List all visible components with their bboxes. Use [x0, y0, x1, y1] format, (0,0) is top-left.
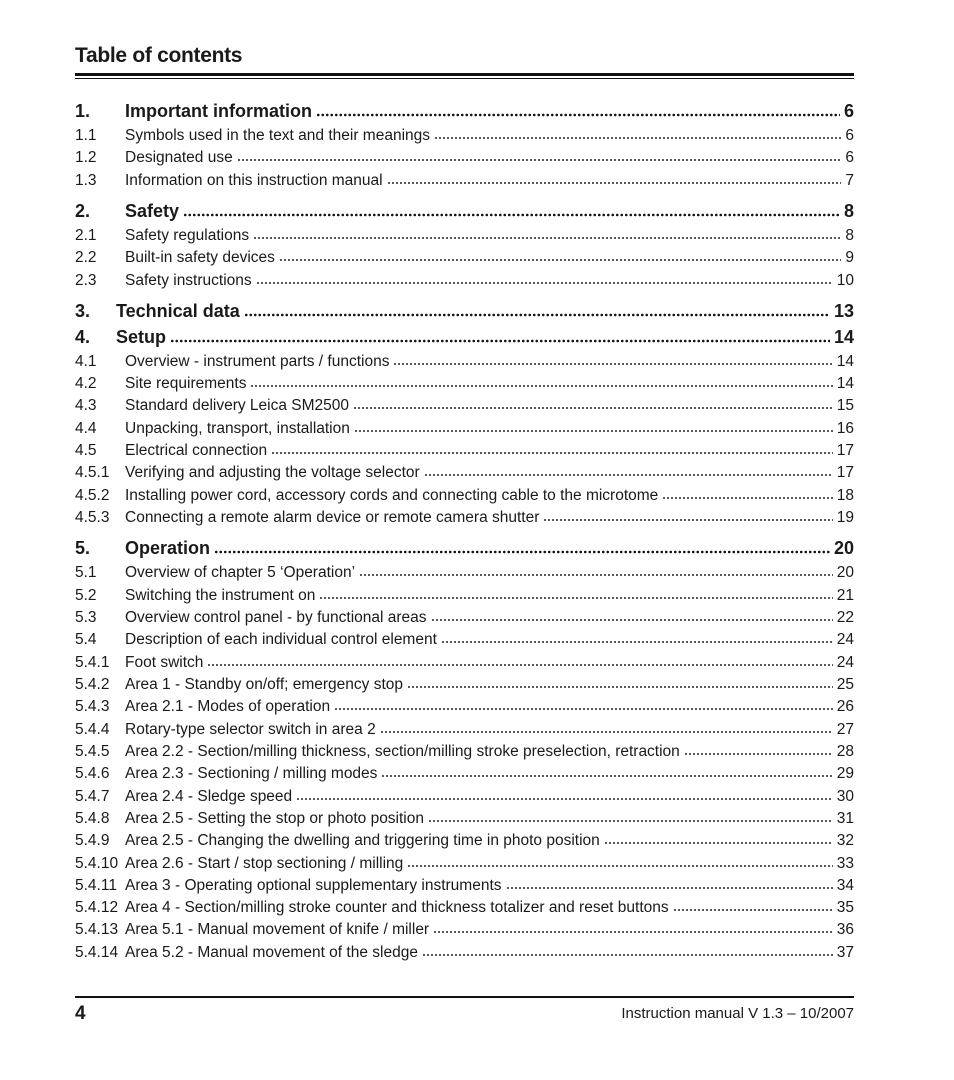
toc-entry-title: Foot switch [125, 653, 204, 671]
toc-entry-number: 4.4 [75, 419, 97, 437]
toc-dot-leader [422, 941, 833, 957]
toc-entry[interactable] [75, 718, 854, 738]
toc-entry-number: 5.4.6 [75, 764, 110, 782]
toc-entry-title: Safety [125, 201, 180, 221]
toc-dot-leader [319, 584, 832, 600]
toc-entry-number: 5.4.12 [75, 898, 119, 916]
toc-entry-number: 5. [75, 538, 91, 558]
toc-entry-number: 4.5 [75, 441, 97, 459]
toc-entry-page: 24 [836, 653, 854, 671]
toc-entry-page: 36 [836, 920, 854, 938]
toc-entry-title: Setup [116, 327, 167, 347]
toc-entry-page: 35 [836, 898, 854, 916]
toc-entry-page: 6 [845, 148, 854, 166]
toc-dot-leader [279, 246, 841, 262]
toc-dot-leader [271, 439, 833, 455]
toc-entry-page: 25 [836, 675, 854, 693]
toc-entry[interactable] [75, 584, 854, 604]
toc-entry-title: Area 2.3 - Sectioning / milling modes [125, 764, 378, 782]
toc-entry-page: 17 [836, 441, 854, 459]
toc-entry-title: Area 5.1 - Manual movement of knife / miller [125, 920, 430, 938]
toc-entry-page: 32 [836, 831, 854, 849]
toc-dot-leader [684, 740, 833, 756]
toc-entry[interactable] [75, 224, 854, 244]
toc-entry[interactable] [75, 673, 854, 693]
toc-entry-title: Operation [125, 538, 211, 558]
toc-entry-page: 14 [836, 352, 854, 370]
toc-entry[interactable] [75, 394, 854, 414]
toc-chapter-entry[interactable] [75, 536, 854, 558]
toc-entry-page: 6 [843, 101, 854, 121]
toc-dot-leader [433, 918, 833, 934]
toc-entry-title: Description of each individual control element [125, 630, 437, 648]
toc-entry-title: Area 2.5 - Changing the dwelling and triggering time in photo position [125, 831, 600, 849]
toc-entry[interactable] [75, 762, 854, 782]
toc-entry[interactable] [75, 606, 854, 626]
toc-entry-number: 4.5.1 [75, 463, 110, 481]
table-of-contents [75, 0, 854, 1000]
toc-entry-page: 29 [836, 764, 854, 782]
toc-dot-leader [253, 224, 841, 240]
toc-entry-page: 20 [833, 538, 854, 558]
toc-entry[interactable] [75, 246, 854, 266]
toc-entry-page: 22 [836, 608, 854, 626]
toc-entry-number: 1.1 [75, 126, 97, 144]
toc-dot-leader [662, 484, 832, 500]
toc-entry-title: Area 2.4 - Sledge speed [125, 787, 293, 805]
toc-entry-number: 5.4.13 [75, 920, 119, 938]
toc-entry[interactable] [75, 417, 854, 437]
toc-entry-page: 14 [836, 374, 854, 392]
toc-entry-title: Technical data [116, 301, 240, 321]
toc-entry[interactable] [75, 651, 854, 671]
toc-entry[interactable] [75, 269, 854, 289]
toc-dot-leader [424, 461, 833, 477]
toc-dot-leader [407, 673, 833, 689]
toc-dot-leader [387, 169, 842, 185]
toc-entry-number: 1.2 [75, 148, 97, 166]
toc-entry-number: 3. [75, 301, 91, 321]
toc-entry-number: 4.2 [75, 374, 97, 392]
toc-entry-number: 2.2 [75, 248, 97, 266]
toc-entry-title: Connecting a remote alarm device or remote camera shutter [125, 508, 540, 526]
toc-chapter-entry[interactable] [75, 199, 854, 221]
toc-entry[interactable] [75, 874, 854, 894]
toc-entry-page: 14 [833, 327, 854, 347]
toc-entry-number: 5.4 [75, 630, 97, 648]
toc-entry-page: 7 [845, 171, 854, 189]
toc-entry-title: Symbols used in the text and their meanings [125, 126, 431, 144]
toc-dot-leader [431, 606, 833, 622]
toc-entry[interactable] [75, 561, 854, 581]
toc-entry[interactable] [75, 169, 854, 189]
toc-entry-title: Switching the instrument on [125, 586, 316, 604]
toc-entry-number: 1. [75, 101, 91, 121]
toc-entry[interactable] [75, 941, 854, 961]
toc-entry-title: Overview - instrument parts / functions [125, 352, 390, 370]
toc-dot-leader [407, 852, 832, 868]
toc-dot-leader [170, 325, 830, 343]
toc-entry-number: 5.4.9 [75, 831, 110, 849]
toc-entry-number: 5.4.2 [75, 675, 110, 693]
toc-entry[interactable] [75, 695, 854, 715]
toc-dot-leader [237, 146, 842, 162]
toc-entry-number: 5.3 [75, 608, 97, 626]
page-title: Table of contents [75, 44, 243, 67]
toc-entry-number: 2.1 [75, 226, 97, 244]
toc-entry[interactable] [75, 896, 854, 916]
toc-entry-number: 4.1 [75, 352, 97, 370]
toc-entry-number: 5.4.3 [75, 697, 110, 715]
toc-entry[interactable] [75, 506, 854, 526]
toc-entry-title: Standard delivery Leica SM2500 [125, 396, 350, 414]
toc-dot-leader [214, 536, 830, 554]
toc-entry-number: 2. [75, 201, 91, 221]
toc-entry[interactable] [75, 146, 854, 166]
toc-entry-title: Area 2.5 - Setting the stop or photo position [125, 809, 424, 827]
toc-entry-page: 9 [845, 248, 854, 266]
toc-entry-page: 37 [836, 943, 854, 961]
toc-entry-title: Area 1 - Standby on/off; emergency stop [125, 675, 404, 693]
toc-entry-title: Area 4 - Section/milling stroke counter and thickness totalizer and reset buttons [125, 898, 669, 916]
toc-entry-page: 26 [836, 697, 854, 715]
toc-dot-leader [296, 785, 833, 801]
toc-entry-title: Area 2.1 - Modes of operation [125, 697, 331, 715]
toc-entry[interactable] [75, 785, 854, 805]
toc-entry[interactable] [75, 740, 854, 760]
toc-entry-title: Safety instructions [125, 271, 252, 289]
toc-entry[interactable] [75, 852, 854, 872]
toc-entry-page: 8 [843, 201, 854, 221]
toc-entry-title: Verifying and adjusting the voltage selector [125, 463, 420, 481]
toc-entry-number: 1.3 [75, 171, 97, 189]
toc-entry-page: 8 [845, 226, 854, 244]
toc-entry-title: Designated use [125, 148, 233, 166]
toc-entry-number: 5.1 [75, 563, 97, 581]
toc-entry-page: 27 [836, 720, 854, 738]
toc-entry-title: Rotary-type selector switch in area 2 [125, 720, 376, 738]
toc-entry-title: Area 2.2 - Section/milling thickness, section/milling stroke preselection, retraction [125, 742, 680, 760]
toc-entry[interactable] [75, 484, 854, 504]
toc-entry[interactable] [75, 628, 854, 648]
toc-entry-number: 5.4.4 [75, 720, 110, 738]
toc-entry[interactable] [75, 350, 854, 370]
toc-dot-leader [256, 269, 833, 285]
toc-dot-leader [244, 299, 830, 317]
toc-entry-page: 21 [836, 586, 854, 604]
toc-entry-page: 28 [836, 742, 854, 760]
toc-entry-number: 5.2 [75, 586, 97, 604]
toc-entry-number: 5.4.8 [75, 809, 110, 827]
toc-entry[interactable] [75, 807, 854, 827]
toc-entry[interactable] [75, 829, 854, 849]
toc-dot-leader [380, 718, 833, 734]
toc-entry-page: 33 [836, 854, 854, 872]
toc-entry-title: Important information [125, 101, 312, 121]
toc-entry-title: Overview control panel - by functional areas [125, 608, 427, 626]
toc-entry-page: 31 [836, 809, 854, 827]
toc-entry-title: Overview of chapter 5 ‘Operation’ [125, 563, 356, 581]
toc-entry-title: Site requirements [125, 374, 247, 392]
toc-chapter-entry[interactable] [75, 299, 854, 321]
toc-entry-number: 5.4.5 [75, 742, 110, 760]
toc-dot-leader [434, 124, 841, 140]
toc-dot-leader [359, 561, 833, 577]
toc-dot-leader [207, 651, 832, 667]
toc-entry-title: Area 5.2 - Manual movement of the sledge [125, 943, 418, 961]
footer-rule [75, 996, 854, 998]
footer-page-number: 4 [75, 1003, 86, 1024]
toc-entry[interactable] [75, 918, 854, 938]
toc-dot-leader [381, 762, 832, 778]
toc-entry-number: 5.4.10 [75, 854, 119, 872]
toc-dot-leader [428, 807, 833, 823]
toc-entry-page: 24 [836, 630, 854, 648]
toc-entry-page: 15 [836, 396, 854, 414]
toc-entry-page: 19 [836, 508, 854, 526]
toc-entry-number: 4. [75, 327, 91, 347]
toc-entry-page: 17 [836, 463, 854, 481]
toc-dot-leader [183, 199, 840, 217]
toc-entry-number: 5.4.7 [75, 787, 110, 805]
toc-entry-page: 13 [833, 301, 854, 321]
toc-dot-leader [604, 829, 833, 845]
toc-entry-number: 4.3 [75, 396, 97, 414]
toc-dot-leader [334, 695, 833, 711]
toc-entry-number: 5.4.11 [75, 876, 117, 894]
toc-entry-title: Unpacking, transport, installation [125, 419, 350, 437]
toc-entry-page: 30 [836, 787, 854, 805]
toc-entry-number: 5.4.14 [75, 943, 119, 961]
toc-entry-number: 4.5.2 [75, 486, 110, 504]
toc-entry-number: 5.4.1 [75, 653, 110, 671]
toc-entry-title: Installing power cord, accessory cords and connecting cable to the microtome [125, 486, 659, 504]
toc-dot-leader [506, 874, 833, 890]
toc-dot-leader [441, 628, 833, 644]
toc-entry[interactable] [75, 439, 854, 459]
footer-manual-version: Instruction manual V 1.3 – 10/2007 [621, 1005, 854, 1022]
toc-entry[interactable] [75, 461, 854, 481]
toc-entry-page: 18 [836, 486, 854, 504]
toc-entry-page: 20 [836, 563, 854, 581]
toc-entry[interactable] [75, 124, 854, 144]
toc-chapter-entry[interactable] [75, 325, 854, 347]
toc-entry-page: 10 [836, 271, 854, 289]
toc-entry-page: 34 [836, 876, 854, 894]
toc-entry-title: Electrical connection [125, 441, 268, 459]
toc-entry-page: 6 [845, 126, 854, 144]
toc-chapter-entry[interactable] [75, 99, 854, 121]
toc-dot-leader [543, 506, 832, 522]
toc-dot-leader [673, 896, 833, 912]
toc-entry-title: Built-in safety devices [125, 248, 275, 266]
toc-dot-leader [316, 99, 840, 117]
toc-entry-page: 16 [836, 419, 854, 437]
toc-entry[interactable] [75, 372, 854, 392]
toc-dot-leader [250, 372, 832, 388]
toc-entry-title: Information on this instruction manual [125, 171, 383, 189]
toc-entry-title: Safety regulations [125, 226, 250, 244]
toc-dot-leader [353, 394, 833, 410]
toc-entry-number: 2.3 [75, 271, 97, 289]
toc-entry-title: Area 3 - Operating optional supplementary instruments [125, 876, 502, 894]
toc-dot-leader [354, 417, 833, 433]
toc-entry-title: Area 2.6 - Start / stop sectioning / milling [125, 854, 404, 872]
toc-entry-number: 4.5.3 [75, 508, 110, 526]
toc-dot-leader [393, 350, 832, 366]
